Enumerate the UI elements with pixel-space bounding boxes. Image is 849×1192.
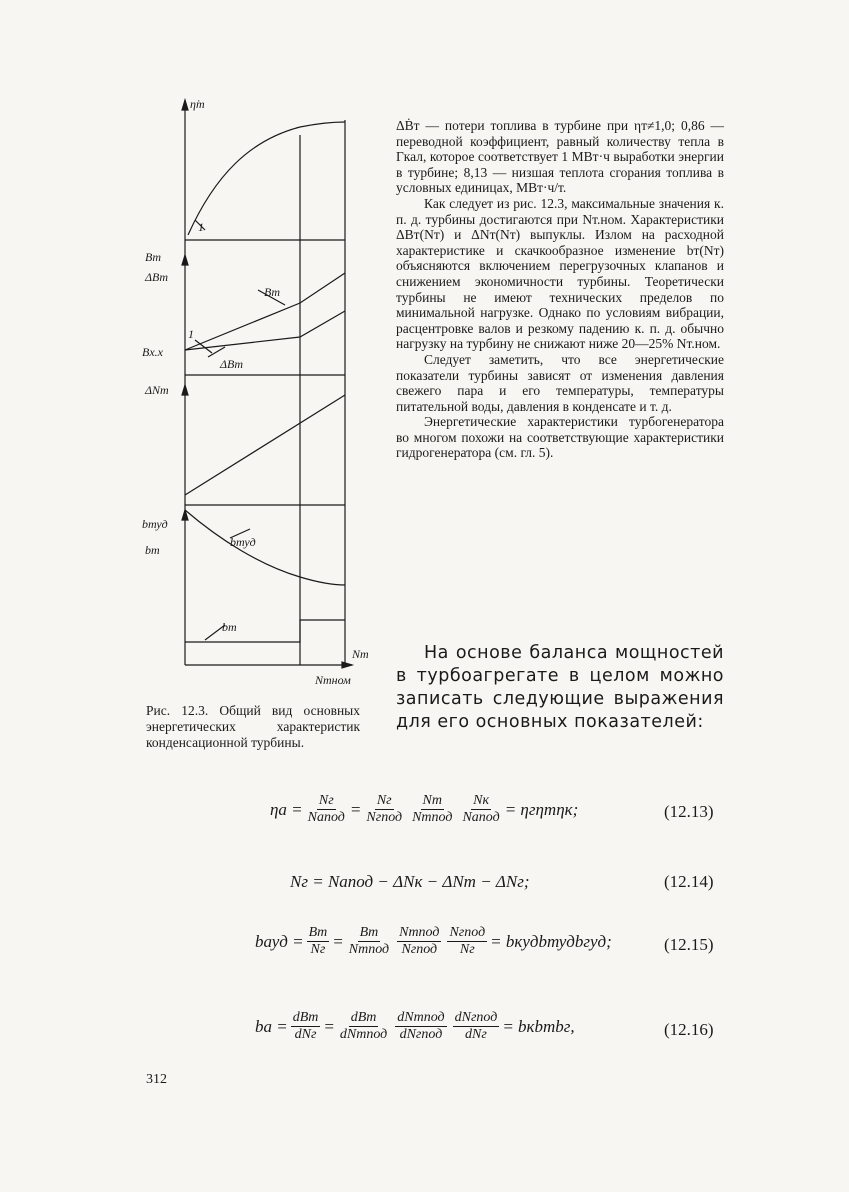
nominal-load-label: Nтном: [315, 673, 351, 687]
eq16-fraction-3: $\frac{\text{dNтпод}}{\text{dNгпод}}$: [397, 1010, 445, 1042]
bt-curve-label: Bт: [264, 285, 280, 299]
dbt-axis-label: ΔBт: [145, 270, 169, 284]
power-loss-line: [185, 395, 345, 495]
axis-arrow-bt: [182, 255, 188, 265]
equation-12-16: bа = $\frac{\text{dBт}}{\text{dNг}}$ = $\frac{\text{dBт}}{\text{dNтпод}}$ $\frac{\text{dNтпод}}{\text{dNгпод}}$ $\frac{\text{dNгпод}}{\text{dNг}}$ = bкbтbг,: [255, 1010, 575, 1042]
eq15-rhs: = bкудbтудbгуд;: [490, 931, 612, 951]
dbt-curve-label: ΔBт: [220, 357, 244, 371]
paragraph-3: Следует заметить, что все энергетические показатели турбины зависят от изменения давления свежего пара и его температуры, температуры питательной воды, давления в конденсате и т. д.: [396, 351, 724, 414]
x-axis-arrow: [342, 662, 352, 668]
figure-12-3: [140, 95, 390, 695]
page-number: 312: [146, 1072, 167, 1087]
nt-axis-label: Nт: [352, 647, 369, 661]
eq16-fraction-1: $\frac{\text{dBт}}{\text{dNг}}$: [292, 1010, 319, 1042]
eq16-fraction-2: $\frac{\text{dBт}}{\text{dNтпод}}$: [339, 1010, 388, 1042]
paragraph-5: На основе баланса мощностей в турбоагрегате в целом можно записать следующие выражения для его основных показателей:: [396, 643, 724, 732]
eq15-fraction-2: $\frac{Bт}{\text{Nтпод}}$: [348, 925, 390, 957]
relative-increment-step: [185, 620, 345, 642]
eq13-rhs: = ηгηтηк;: [504, 799, 579, 819]
eta-axis-label: η̇т: [190, 97, 205, 111]
eq14-body: Nг = Nапод − ΔNк − ΔNт − ΔNг;: [290, 872, 530, 891]
eq16-lhs: bа =: [255, 1016, 288, 1036]
figure-drawing: [140, 95, 390, 695]
figure-caption: Рис. 12.3. Общий вид основных энергетических характеристик конденсационной турбины.: [146, 703, 360, 750]
axis-arrow-eta: [182, 100, 188, 110]
paragraph-4: Энергетические характеристики турбогенератора во многом похожи на соответствующие характеристики гидрогенератора (см. гл. 5).: [396, 414, 724, 461]
right-column-text: [396, 118, 724, 461]
eq16-rhs: = bкbтbг,: [502, 1016, 575, 1036]
intro-paragraph: [396, 642, 724, 734]
eq15-fraction-4: $\frac{\text{Nгпод}}{Nг}$: [449, 925, 486, 957]
paragraph-2: Как следует из рис. 12.3, максимальные значения к. п. д. турбины достигаются при Nт.ном. Характеристики ΔBт(Nт) и ΔNт(Nт) выпуклы. Излом на расходной характеристике и скачкообразное изменение bт(Nт) объясняются включением перегрузочных клапанов и снижением экономичности турбины. Теоретически турбины не имеют технических пределов по минимальной нагрузке. Однако по условиям вибрации, расцентровке валов и резкому падению к. п. д. обычно нагрузку на турбину не снижают ниже 20—25% Nт.ном.: [396, 195, 724, 352]
eq13-fraction-2: $\frac{Nг}{\text{Nгпод}}$: [366, 793, 403, 825]
curve-label-one-top: 1: [198, 220, 204, 234]
eq13-fraction-4: $\frac{Nк}{\text{Nапод}}$: [462, 793, 500, 825]
curve-label-one-mid: 1: [188, 327, 194, 341]
efficiency-curve: [188, 122, 345, 235]
equation-12-15: bауд = $\frac{Bт}{Nг}$ = $\frac{Bт}{\text{Nтпод}}$ $\frac{\text{Nтпод}}{\text{Nгпод}}$ $\frac{\text{Nгпод}}{Nг}$ = bкудbтудbгуд;: [255, 925, 612, 957]
bud-curve-label: bтуд: [230, 535, 256, 549]
paragraph-1: ΔḂт — потери топлива в турбине при ηт≠1,0; 0,86 — переводной коэффициент, равный количеству тепла в Гкал, которое соответствует 1 МВт·ч выработки энергии в турбине; 8,13 — низшая теплота сгорания топлива в условных единицах, МВт·ч/т.: [396, 118, 724, 196]
eq15-lhs: bауд =: [255, 931, 304, 951]
dnt-axis-label: ΔNт: [145, 383, 169, 397]
eq13-fraction-1: $\frac{Nг}{\text{Nаnод}}$: [307, 793, 345, 825]
bt-axis-label: Bт: [145, 250, 161, 264]
equation-12-14: [290, 872, 530, 892]
eq15-fraction-3: $\frac{\text{Nтпод}}{\text{Nгпод}}$: [399, 925, 440, 957]
eq15-number: (12.15): [664, 935, 714, 954]
specific-consumption-curve: [185, 510, 345, 585]
eq13-number: (12.13): [664, 802, 714, 821]
eq14-number: (12.14): [664, 872, 714, 891]
eq16-number: (12.16): [664, 1020, 714, 1039]
b-curve-label: bт: [222, 620, 237, 634]
eq13-lhs: ηа =: [270, 799, 303, 819]
bxx-label: Bх.х: [142, 345, 163, 359]
axis-arrow-dnt: [182, 385, 188, 395]
b-axis-label: bт: [145, 543, 160, 557]
eq13-fraction-3: $\frac{Nт}{\text{Nтпод}}$: [412, 793, 453, 825]
bud-axis-label: bтуд: [142, 517, 168, 531]
eq16-fraction-4: $\frac{\text{dNгпод}}{\text{dNг}}$: [454, 1010, 498, 1042]
equation-12-13: ηа = $\frac{Nг}{\text{Nаnод}}$ = $\frac{Nг}{\text{Nгпод}}$ $\frac{Nт}{\text{Nтпод}}$ $\frac{Nк}{\text{Nапод}}$ = ηгηтηк;: [270, 793, 579, 825]
eq15-fraction-1: $\frac{Bт}{Nг}$: [308, 925, 328, 957]
